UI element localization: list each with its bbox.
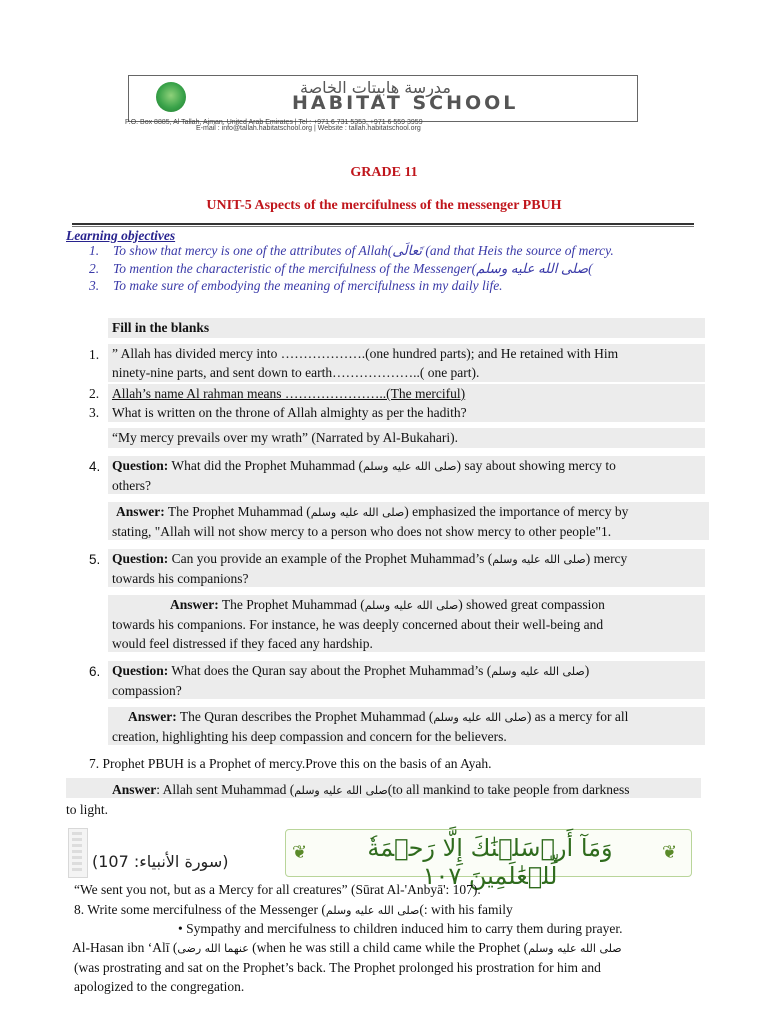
question-text: What does the Quran say about the Prophet Muhammad’s (: [168, 663, 492, 678]
answer-label: Answer: [112, 782, 157, 797]
answer-label: Answer:: [116, 504, 165, 519]
pbuh-arabic: صلى الله عليه وسلم: [310, 506, 405, 519]
question-label: Question:: [112, 458, 169, 473]
objectives-title: Learning objectives: [66, 228, 176, 243]
answer-5: [108, 595, 705, 652]
question-8: [74, 900, 513, 920]
answer-text: creation, highlighting his deep compassion and concern for the believers.: [112, 729, 507, 744]
answer-text: to light.: [66, 802, 109, 817]
objective-item: [89, 261, 593, 277]
pbuh-arabic: صلى الله عليه وسلم: [433, 711, 527, 724]
question-text: ): [584, 663, 590, 678]
pbuh-arabic: صلى الله عليه وسلم: [492, 553, 586, 566]
question-3: What is written on the throne of Allah almighty as per the hadith?: [108, 403, 705, 422]
question-number: 4.: [89, 459, 101, 474]
question-text: ” Allah has divided mercy into ……………….(one hundred parts); and He retained with Him: [112, 346, 619, 361]
question-6: [108, 661, 705, 699]
question-text: 8. Write some mercifulness of the Messenger (: [74, 902, 326, 917]
question-text: ninety-nine parts, and sent down to earth………………..( one part).: [112, 365, 480, 380]
objective-text: To make sure of embodying the meaning of mercifulness in my daily life.: [113, 278, 503, 293]
question-number: 3.: [89, 405, 100, 420]
pbuh-arabic: صلى الله عليه وسلم: [294, 784, 388, 797]
objective-number: 3.: [89, 278, 100, 293]
question-number: 5.: [89, 552, 101, 567]
question-number: 1.: [89, 347, 100, 362]
question-1: [108, 344, 705, 382]
section-title: Fill in the blanks: [108, 318, 705, 338]
paragraph-text: (when he was still a child came while the Prophet (: [248, 940, 529, 955]
school-contact: E-mail : info@tallah.habitatschool.org | Website : tallah.habitatschool.org: [196, 125, 421, 132]
question-text: (: with his family: [419, 902, 513, 917]
question-text: What did the Prophet Muhammad (: [168, 458, 363, 473]
answer-text: : Allah sent Muhammad (: [156, 782, 295, 797]
question-text: Can you provide an example of the Prophet Muhammad’s (: [168, 551, 493, 566]
question-number: 6.: [89, 664, 101, 679]
answer-7: [66, 780, 701, 819]
ornament-icon: ❦: [292, 842, 308, 862]
objective-item: [89, 278, 503, 294]
question-2: Allah’s name Al rahman means …………………..(The merciful): [108, 384, 705, 403]
answer-label: Answer:: [128, 709, 177, 724]
school-address: P.O. Box 8885, Al Tallah, Ajman, United Arab Emirates | Tel : +971 6 731 5353, +971 6 559 3959: [125, 119, 423, 126]
question-number: 2.: [89, 386, 100, 401]
paragraph-text: (was prostrating and sat on the Prophet’s back. The Prophet prolonged his prostration for him and: [74, 960, 601, 975]
paragraph-text: • Sympathy and mercifulness to children induced him to carry them during prayer.: [178, 921, 623, 936]
divider: [72, 226, 694, 227]
pbuh-arabic: صلى الله عليه وسلم: [325, 904, 420, 917]
ornament-icon: ❦: [662, 842, 678, 862]
school-name: HABITAT SCHOOL: [292, 92, 519, 114]
question-text: compassion?: [112, 683, 182, 698]
question-text: others?: [112, 478, 151, 493]
question-4: [108, 456, 705, 494]
answer-3: “My mercy prevails over my wrath” (Narrated by Al-Bukahari).: [108, 428, 705, 448]
answer-text: would feel distressed if they faced any hardship.: [112, 636, 373, 651]
arabic-text: عنهما الله رضى: [177, 942, 249, 955]
question-text: ) mercy: [585, 551, 628, 566]
school-arabic-name: مدرسة هابيتات الخاصة: [300, 78, 451, 97]
pbuh-arabic: صلى الله عليه وسلم: [528, 942, 622, 955]
question-label: Question:: [112, 663, 169, 678]
calligraphy-ornament: [72, 832, 82, 872]
answer-text: The Quran describes the Prophet Muhammad (: [176, 709, 434, 724]
pbuh-arabic: صلى الله عليه وسلم: [362, 460, 457, 473]
answer-text: ) emphasized the importance of mercy by: [404, 504, 629, 519]
grade-title: GRADE 11: [350, 165, 418, 180]
question-text: towards his companions?: [112, 571, 249, 586]
paragraph-text: apologized to the congregation.: [74, 979, 245, 994]
pbuh-arabic: صلى الله عليه وسلم: [491, 665, 585, 678]
paragraph-text: Al-Hasan ibn ‘Alī (: [72, 940, 178, 955]
unit-title: UNIT-5 Aspects of the mercifulness of the messenger PBUH: [206, 198, 562, 213]
answer-text: (to all mankind to take people from darkness: [387, 782, 630, 797]
objective-number: 1.: [89, 243, 100, 258]
answer-text: ) showed great compassion: [458, 597, 605, 612]
question-7: 7. Prophet PBUH is a Prophet of mercy.Prove this on the basis of an Ayah.: [89, 756, 492, 771]
answer-4: [108, 502, 709, 540]
question-label: Question:: [112, 551, 169, 566]
pbuh-arabic: صلى الله عليه وسلم: [364, 599, 459, 612]
objective-text: To show that mercy is one of the attributes of Allah(تَعالَى (and that Heis the source of mercy.: [113, 243, 614, 258]
divider: [72, 223, 694, 225]
answer-text: ) as a mercy for all: [526, 709, 629, 724]
objective-text: To mention the characteristic of the mercifulness of the Messenger(صلى الله عليه وسلم(: [113, 261, 593, 276]
answer-text: The Prophet Muhammad (: [164, 504, 311, 519]
ayah-text: وَمَآ أَرۡسَلۡنَٰكَ إِلَّا رَحۡمَةٗ لِّلۡعَٰلَمِينَ ١٠٧: [367, 834, 613, 890]
answer-text: towards his companions. For instance, he was deeply concerned about their well-being and: [112, 617, 604, 632]
question-5: [108, 549, 705, 587]
answer-text: stating, "Allah will not show mercy to a person who does not show mercy to other people"1.: [112, 524, 612, 539]
answer-label: Answer:: [170, 597, 219, 612]
answer-6: [108, 707, 705, 745]
ayah-translation: “We sent you not, but as a Mercy for all creatures” (Sūrat Al-'Anbyā': 107).: [74, 882, 481, 897]
objective-number: 2.: [89, 261, 100, 276]
answer-text: The Prophet Muhammad (: [218, 597, 365, 612]
surah-reference: (سورة الأنبياء: 107): [92, 852, 229, 871]
paragraph-8: [74, 919, 700, 996]
question-text: ) say about showing mercy to: [456, 458, 616, 473]
objective-item: [89, 243, 614, 259]
school-logo-icon: [156, 82, 186, 112]
